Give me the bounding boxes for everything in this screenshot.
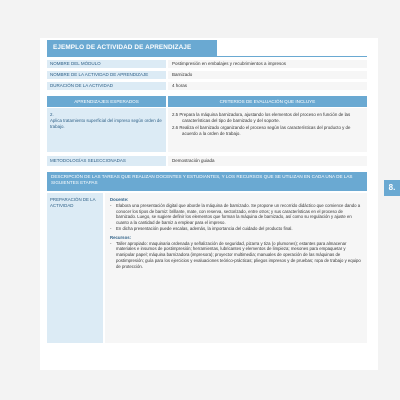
document-title: EJEMPLO DE ACTIVIDAD DE APRENDIZAJE (47, 40, 217, 56)
docente-heading: Docente: (110, 197, 129, 202)
docente-item-text: En dicha presentación puede escalas, además, la importancia del cuidado del producto final. (116, 225, 293, 231)
methodology-label: METODOLOGÍAS SELECCIONADAS (47, 156, 166, 166)
info-label: NOMBRE DE LA ACTIVIDAD DE APRENDIZAJE (47, 71, 166, 79)
title-rule (47, 56, 367, 57)
info-label: DURACIÓN DE LA ACTIVIDAD (47, 82, 166, 90)
stage-content (105, 193, 367, 343)
recursos-heading: Recursos: (110, 234, 132, 240)
info-value: Postimpresión en embalajes y recubrimientos a impresos (168, 60, 367, 68)
stage-label: PREPARACIÓN DE LA ACTIVIDAD (47, 193, 103, 343)
info-value: Barnizado (168, 71, 367, 79)
criteria-header: CRITERIOS DE EVALUACIÓN QUE INCLUYE (168, 96, 367, 107)
criterion-text: Prepara la máquina barnizadora, ajustando los elementos del proceso en función de las características del tipo de barnizado y del soporte. (179, 112, 351, 123)
criterion-code: 2.5 (172, 112, 179, 117)
methodology-value: Demostración guiada (168, 156, 367, 166)
chapter-tab: 8. (384, 180, 400, 196)
expected-learning-cell (47, 108, 166, 152)
expected-learning-text: Aplica tratamiento superficial del impreso según orden de trabajo. (50, 118, 162, 129)
criterion-text: Realiza el barnizado organizando el proceso según las características del producto y de acuerdo a la orden de trabajo. (179, 125, 351, 136)
methodology-row (47, 156, 367, 166)
description-header: DESCRIPCIÓN DE LAS TAREAS QUE REALIZAN DOCENTES Y ESTUDIANTES, Y LOS RECURSOS QUE SE UTILIZAN EN CADA UNA DE LAS SIGUIENTES ETAPAS (47, 172, 367, 191)
criteria-cell (168, 108, 367, 152)
info-row-module (47, 60, 367, 68)
criterion-item (172, 112, 363, 124)
criterion-item (172, 125, 363, 137)
recursos-item-text: Taller apropiado: maquinaria ordenada y señalización de seguridad, pizarra y tiza (o plumones); estantes para almacenar materiales e insumos de postimpresión; herramientas, lubricantes y elementos de limpieza; mesones para empaquetar y manipular papel; máquina barnizadora (impresora); proyector multimedia; manuales de operación de las máquinas de postimpresión; guía para los ejercicios y evaluaciones teórico-prácticas; pliegos impresos y de pruebas; ropa de trabajo y equipo de protección. (116, 240, 361, 269)
info-label: NOMBRE DEL MÓDULO (47, 60, 166, 68)
expected-learning-number: 2. (50, 112, 54, 117)
info-row-duration (47, 82, 367, 90)
info-row-activity (47, 71, 367, 79)
list-item: - En dicha presentación puede escalas, además, la importancia del cuidado del producto final. (110, 225, 293, 231)
expected-learning-header: APRENDIZAJES ESPERADOS (47, 96, 166, 107)
list-item: - Taller apropiado: maquinaria ordenada y señalización de seguridad, pizarra y tiza (o plumones); estantes para almacenar materiales e insumos de postimpresión; herramientas, lubricantes y elementos de limpieza; mesones para empaquetar y manipular papel; máquina barnizadora (impresora); proyector multimedia; manuales de operación de las máquinas de postimpresión; guía para los ejercicios y evaluaciones teórico-prácticas; pliegos impresos y de pruebas; ropa de trabajo y equipo de protección. (110, 240, 361, 269)
list-item: - Elabora una presentación digital que aborde la máquina de barnizado. Se propone un recorrido didáctico que comience dando a conocer los tipos de barniz: brillante, mate, con reserva, sectorizado, entre otros; y sus características en el proceso de barnizado. Luego, se sugiere definir los elementos que forman la máquina de barnizado, así como su regulación y ajuste en cuanto a la cantidad de barniz a emplear para el impreso. (110, 202, 361, 226)
criterion-code: 2.6 (172, 125, 179, 130)
info-value: 4 horas (168, 82, 367, 90)
docente-item-text: Elabora una presentación digital que aborde la máquina de barnizado. Se propone un recorrido didáctico que comience dando a conocer los tipos de barniz: brillante, mate, con reserva, sectorizado, entre otros; y sus características en el proceso de barnizado. Luego, se sugiere definir los elementos que forman la máquina de barnizado, así como su regulación y ajuste en cuanto a la cantidad de barniz a emplear para el impreso. (116, 202, 361, 226)
